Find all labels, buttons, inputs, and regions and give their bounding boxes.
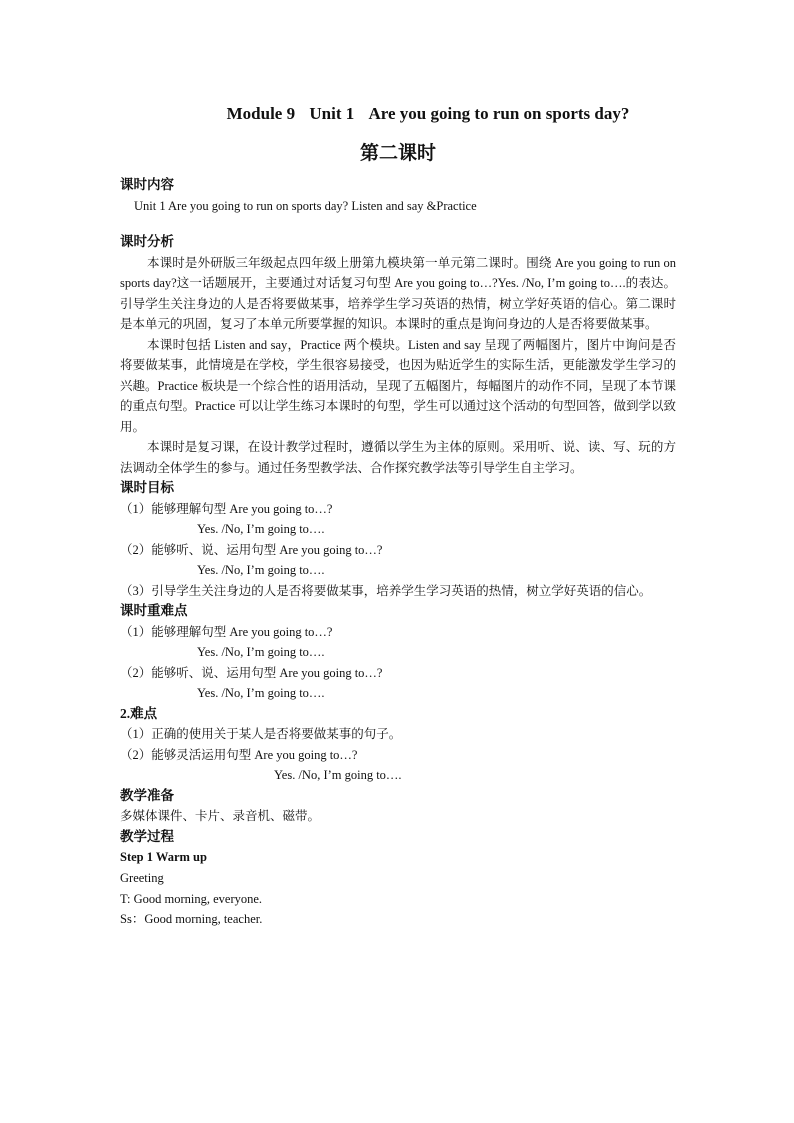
lesson-subtitle: 第二课时 [359,143,436,164]
process-line-1: Greeting [120,871,164,885]
analysis-paragraph-3: 本课时是复习课，在设计教学过程时，遵循以学生为主体的原则。采用听、说、读、写、玩的方法调动全体学生的参与。通过任务型教学法、合作探究教学法等引导学生自主学习。 [120,440,676,475]
objective-2: （2）能够听、说、运用句型 Are you going to…? [120,542,383,557]
content-heading: 课时内容 [120,177,174,192]
objective-3: （3）引导学生关注身边的人是否将要做某事，培养学生学习英语的热情，树立学好英语的信心。 [120,583,652,598]
difficulty-1: （1）正确的使用关于某人是否将要做某事的句子。 [120,727,402,741]
step-1-heading: Step 1 Warm up [120,850,207,864]
analysis-heading: 课时分析 [120,234,174,249]
keypoints-heading: 课时重难点 [120,603,188,618]
analysis-paragraph-2: 本课时包括 Listen and say，Practice 两个模块。Listen and say 呈现了两幅图片，图片中询问是否将要做某事，此情境是在学校，学生很容易接受，也因为贴近学生的实际生活，更能激发学生学习的兴趣。Practice 板块是一个综合性的语用活动，呈现了五幅图片，每幅图片的动作不同，呈现了本节课的重点句型。Practice 可以让学生练习本课时的句型，学生可以通过这个活动的句型回答，做到学以致用。 [120,337,676,434]
process-line-2: T: Good morning, everyone. [120,891,263,906]
difficulty-2-answer: Yes. /No, I’m going to…. [274,768,402,782]
objective-1-answer: Yes. /No, I’m going to…. [197,522,325,536]
difficulty-2: （2）能够灵活运用句型 Are you going to…? [120,747,358,762]
analysis-paragraph-1: 本课时是外研版三年级起点四年级上册第九模块第一单元第二课时。围绕 Are you going to run on sports day?这一话题展开，主要通过对话复习句型 Are you going to…?Yes. /No, I’m going to….的表达。引导学生关注身边的人是否将要做某事，培养学生学习英语的热情，树立学好英语的信心。第二课时是本单元的巩固，复习了本单元所要掌握的知识。本课时的重点是询问身边的人是否将要做某事。 [120,255,676,331]
document-page [120,104,676,930]
difficulty-heading: 2.难点 [120,705,158,721]
keypoint-1-answer: Yes. /No, I’m going to…. [197,645,325,659]
keypoint-2-answer: Yes. /No, I’m going to…. [197,686,325,700]
title-module: Module 9 [226,104,296,123]
objective-1: （1）能够理解句型 Are you going to…? [120,501,333,516]
preparation-text: 多媒体课件、卡片、录音机、磁带。 [120,809,321,823]
keypoint-1: （1）能够理解句型 Are you going to…? [120,624,333,639]
keypoint-2: （2）能够听、说、运用句型 Are you going to…? [120,665,383,680]
objectives-heading: 课时目标 [120,480,174,495]
title-unit: Unit 1 [309,104,355,123]
process-heading: 教学过程 [120,828,174,844]
content-line: Unit 1 Are you going to run on sports day? Listen and say &Practice [134,198,477,213]
title-question: Are you going to run on sports day? [368,104,630,123]
document-title [180,104,676,124]
spacer [120,216,676,232]
process-line-3: Ss：Good morning, teacher. [120,912,263,926]
preparation-heading: 教学准备 [120,787,174,803]
objective-2-answer: Yes. /No, I’m going to…. [197,563,325,577]
